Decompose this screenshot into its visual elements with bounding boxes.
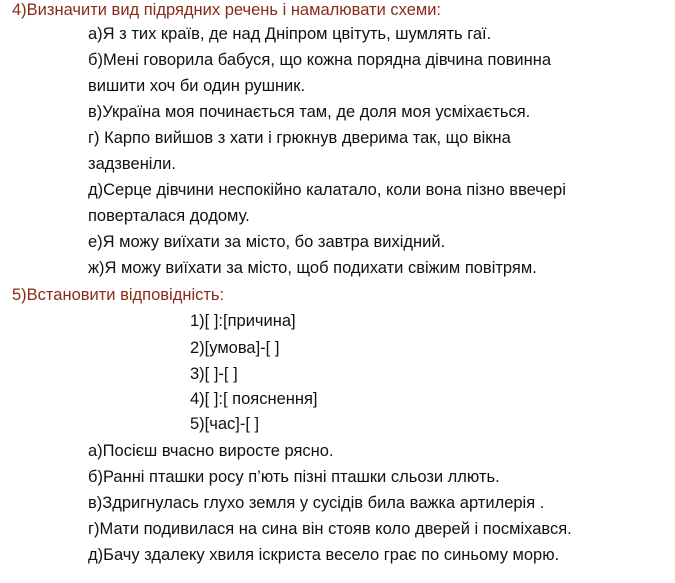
task5-sentence: д)Бачу здалеку хвиля іскриста весело грає по синьому морю. bbox=[88, 546, 560, 564]
task4-heading: 4)Визначити вид підрядних речень і намалювати схеми: bbox=[12, 1, 442, 19]
task5-sentence: г)Мати подивилася на сина він стояв коло дверей і посміхався. bbox=[88, 520, 572, 538]
task4-item: б)Мені говорила бабуся, що кожна порядна дівчина повинна bbox=[88, 51, 552, 69]
task4-item-continuation: вишити хоч би один рушник. bbox=[88, 77, 306, 95]
task5-sentence: б)Ранні пташки росу п’ють пізні пташки сльози ллють. bbox=[88, 468, 500, 486]
task5-sentence: в)Здригнулась глухо земля у сусідів била важка артилерія . bbox=[88, 494, 545, 512]
task4-item: е)Я можу виїхати за місто, бо завтра вихідний. bbox=[88, 233, 446, 251]
task5-heading: 5)Встановити відповідність: bbox=[12, 286, 225, 304]
task5-scheme: 2)[умова]-[ ] bbox=[190, 339, 280, 357]
task4-item: в)Україна моя починається там, де доля моя усміхається. bbox=[88, 103, 531, 121]
task5-scheme: 5)[час]-[ ] bbox=[190, 415, 260, 433]
task4-item: д)Серце дівчини неспокійно калатало, коли вона пізно ввечері bbox=[88, 181, 566, 199]
task4-item-continuation: поверталася додому. bbox=[88, 207, 250, 225]
task4-item: г) Карпо вийшов з хати і грюкнув дверима так, що вікна bbox=[88, 129, 511, 147]
task5-scheme: 4)[ ]:[ пояснення] bbox=[190, 390, 318, 408]
task4-item: а)Я з тих країв, де над Дніпром цвітуть, шумлять гаї. bbox=[88, 25, 492, 43]
task5-scheme: 3)[ ]-[ ] bbox=[190, 365, 238, 383]
task5-scheme: 1)[ ]:[причина] bbox=[190, 312, 296, 330]
task4-item: ж)Я можу виїхати за місто, щоб подихати свіжим повітрям. bbox=[88, 259, 537, 277]
task5-sentence: а)Посієш вчасно виросте рясно. bbox=[88, 442, 334, 460]
task4-item-continuation: задзвеніли. bbox=[88, 155, 176, 173]
